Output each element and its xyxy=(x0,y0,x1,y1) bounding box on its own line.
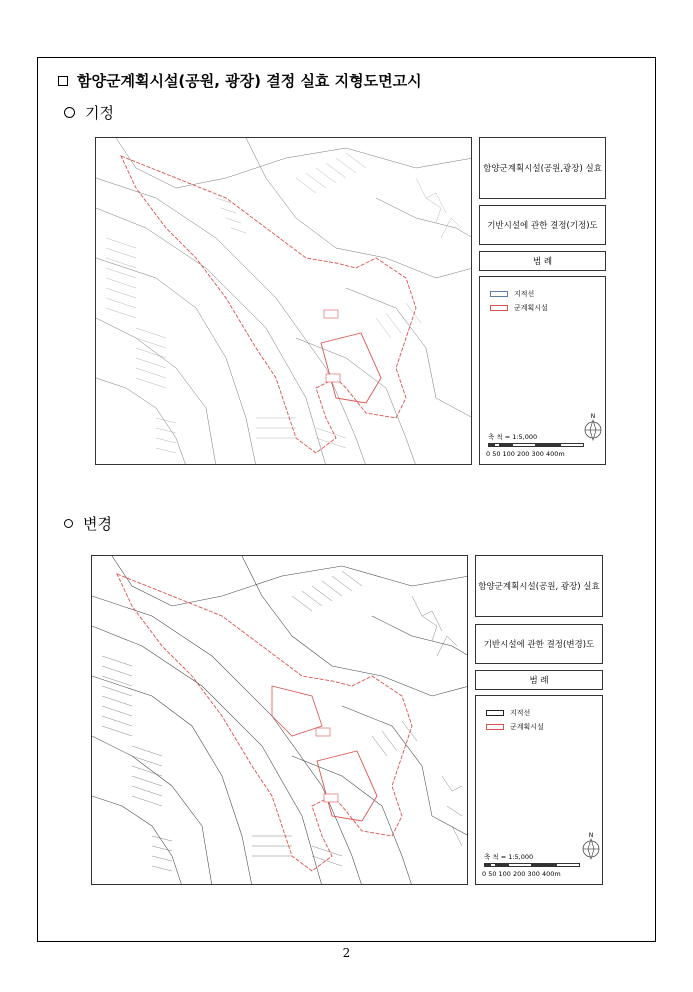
svg-text:N: N xyxy=(588,832,594,839)
panel-title-changed xyxy=(475,555,603,617)
section-label-changed xyxy=(64,513,112,534)
scale-ticks: 0 50 100 200 300 400m xyxy=(486,450,565,458)
facility-swatch-icon xyxy=(486,724,504,730)
cadastral-swatch-icon xyxy=(490,291,508,297)
panel-subtitle-existing xyxy=(479,205,606,245)
legend-item-label: 군계획시설 xyxy=(510,723,544,731)
legend-item-cadastral xyxy=(486,708,530,718)
legend-item-cadastral xyxy=(490,289,534,299)
scale-label: 축 척 = 1:5,000 xyxy=(488,433,538,441)
section-label-existing xyxy=(64,102,114,123)
legend-item-label: 지적선 xyxy=(510,709,531,717)
scale-bar-graphic xyxy=(484,863,580,867)
north-arrow-icon xyxy=(580,830,602,860)
circle-bullet-icon xyxy=(64,519,73,528)
cadastral-swatch-icon xyxy=(486,710,504,716)
scale-label: 축 척 = 1:5,000 xyxy=(484,853,534,861)
legend-item-facility xyxy=(486,722,544,732)
legend-title-text: 범 례 xyxy=(529,676,549,686)
legend-box-changed xyxy=(475,695,603,885)
map-existing xyxy=(95,137,472,465)
panel-title-text: 함양군계획시설(공원,광장) 실효 xyxy=(483,164,602,174)
square-bullet-icon xyxy=(58,76,68,86)
heading-text: 함양군계획시설(공원, 광장) 결정 실효 지형도면고시 xyxy=(77,72,422,90)
panel-title-text: 함양군계획시설(공원, 광장) 실효 xyxy=(478,582,600,592)
panel-subtitle-text: 기반시설에 관한 결정(기정)도 xyxy=(487,221,598,231)
section-label-text: 변경 xyxy=(83,515,112,533)
cadastral-map-existing xyxy=(96,138,472,465)
svg-text:N: N xyxy=(590,413,596,420)
north-arrow-icon xyxy=(582,411,604,441)
scale-bar-graphic xyxy=(488,443,584,447)
section-label-text: 기정 xyxy=(85,104,114,122)
panel-title-existing xyxy=(479,137,606,199)
legend-title-text: 범 례 xyxy=(532,257,553,267)
legend-item-label: 군계획시설 xyxy=(514,304,548,312)
panel-subtitle-text: 기반시설에 관한 결정(변경)도 xyxy=(483,640,595,650)
circle-bullet-icon xyxy=(64,107,75,118)
legend-item-label: 지적선 xyxy=(514,290,535,298)
legend-item-facility xyxy=(490,303,548,313)
legend-title-existing xyxy=(479,251,606,271)
document-heading xyxy=(58,70,422,91)
page-number: 2 xyxy=(342,946,351,960)
cadastral-map-changed xyxy=(92,556,468,885)
panel-subtitle-changed xyxy=(475,624,603,664)
legend-title-changed xyxy=(475,670,603,690)
map-changed xyxy=(91,555,468,885)
legend-box-existing xyxy=(479,276,606,465)
facility-swatch-icon xyxy=(490,305,508,311)
scale-ticks: 0 50 100 200 300 400m xyxy=(482,870,561,878)
